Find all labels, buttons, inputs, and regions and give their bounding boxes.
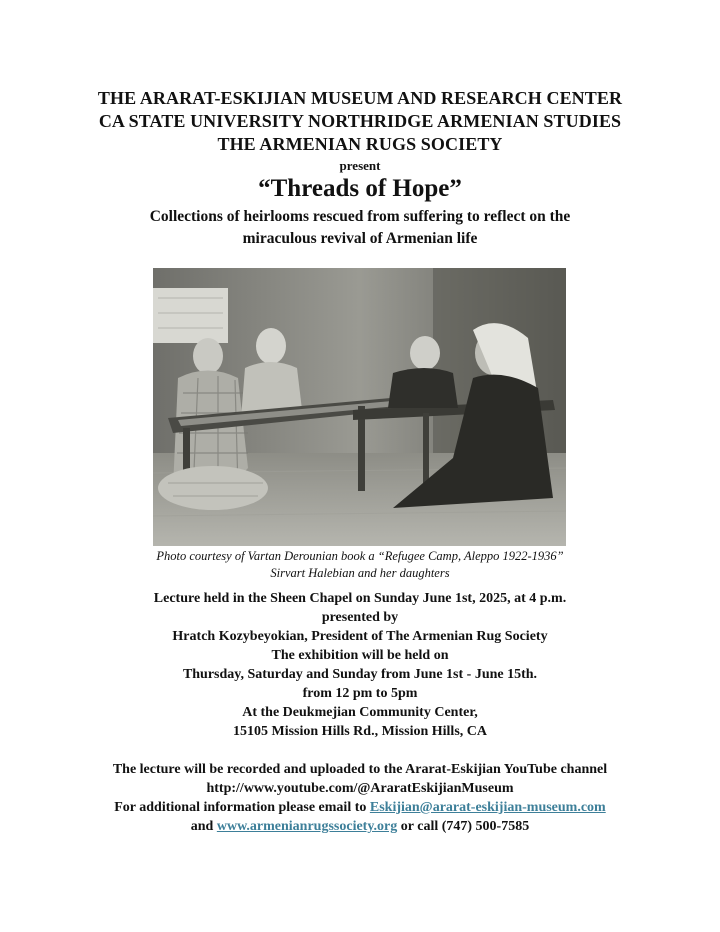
website-link[interactable]: www.armenianrugssociety.org [216, 819, 398, 834]
present-label: present [339, 158, 381, 173]
email-line [0, 800, 720, 816]
presented-by-label: presented by [321, 610, 399, 625]
youtube-url: http://www.youtube.com/@AraratEskijianMuseum [206, 781, 514, 796]
recording-note: The lecture will be recorded and uploaded to the Ararat-Eskijian YouTube channel [112, 762, 608, 777]
org-line-1: THE ARARAT-ESKIJIAN MUSEUM AND RESEARCH CENTER [97, 88, 623, 108]
subtitle-line-1: Collections of heirlooms rescued from suffering to reflect on the [149, 208, 571, 225]
org-line-3: THE ARMENIAN RUGS SOCIETY [217, 134, 503, 154]
photo-caption-line-2: Sirvart Halebian and her daughters [270, 566, 450, 580]
venue-name: At the Deukmejian Community Center, [242, 705, 478, 720]
historical-photo [153, 268, 566, 546]
exhibition-dates: Thursday, Saturday and Sunday from June 1st - June 15th. [182, 667, 538, 682]
photo-illustration [153, 268, 566, 546]
venue-address: 15105 Mission Hills Rd., Mission Hills, CA [233, 724, 487, 739]
phone-text: or call (747) 500-7585 [397, 819, 530, 834]
and-prefix: and [190, 819, 217, 834]
event-title: “Threads of Hope” [258, 175, 462, 202]
email-prefix: For additional information please email to [114, 800, 370, 815]
exhibition-hours: from 12 pm to 5pm [302, 686, 418, 701]
lecture-details: Lecture held in the Sheen Chapel on Sunday June 1st, 2025, at 4 p.m. [153, 591, 567, 606]
website-line [0, 819, 720, 835]
subtitle-line-2: miraculous revival of Armenian life [242, 230, 478, 247]
photo-caption-line-1: Photo courtesy of Vartan Derounian book a “Refugee Camp, Aleppo 1922-1936” [156, 549, 564, 563]
email-link[interactable]: Eskijian@ararat-eskijian-museum.com [369, 800, 606, 815]
presenter-name: Hratch Kozybeyokian, President of The Armenian Rug Society [172, 629, 548, 644]
exhibition-label: The exhibition will be held on [271, 648, 449, 663]
org-line-2: CA STATE UNIVERSITY NORTHRIDGE ARMENIAN STUDIES [98, 111, 622, 131]
